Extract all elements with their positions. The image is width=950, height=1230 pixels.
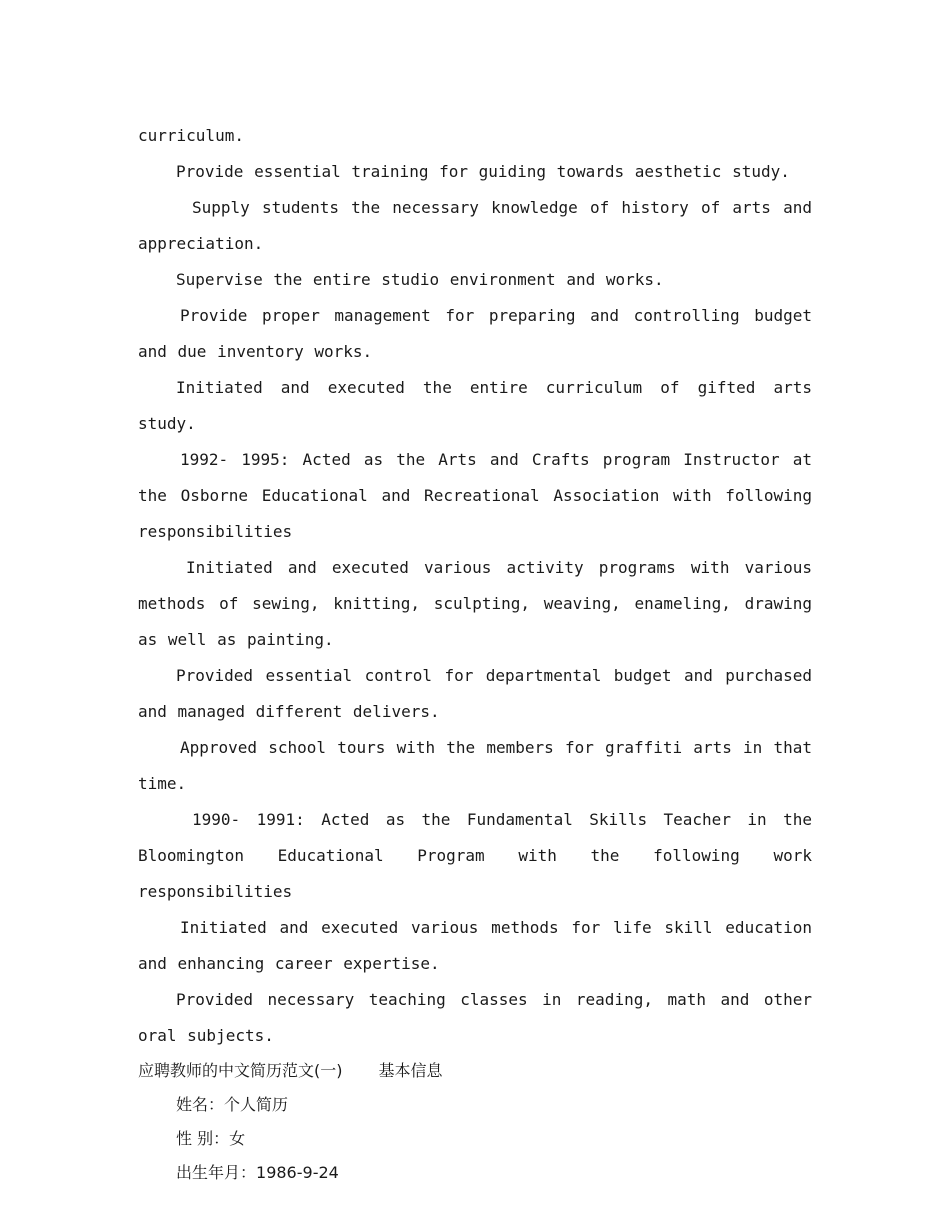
paragraph-aesthetic-training: Provide essential training for guiding towards aesthetic study. xyxy=(176,162,790,181)
field-name-label: 姓名： xyxy=(176,1095,225,1114)
chinese-resume-heading-line xyxy=(138,1054,812,1088)
paragraph-history-of-arts: Supply students the necessary knowledge of history of arts and appreciation. xyxy=(138,198,812,253)
field-birth-date-label: 出生年月： xyxy=(176,1163,257,1182)
paragraph-studio-supervision: Supervise the entire studio environment and works. xyxy=(176,270,664,289)
paragraph-job-1992-1995: 1992- 1995: Acted as the Arts and Crafts program Instructor at the Osborne Educational and Recreational Association with following responsibilities xyxy=(138,450,812,541)
paragraph-life-skill-education: Initiated and executed various methods for life skill education and enhancing career expertise. xyxy=(138,918,812,973)
field-name xyxy=(138,1088,812,1122)
basic-info-subheading: 基本信息 xyxy=(378,1061,443,1080)
paragraph-curriculum: curriculum. xyxy=(138,126,244,145)
paragraph-activity-programs: Initiated and executed various activity programs with various methods of sewing, knitting, sculpting, weaving, enameling, drawing as well as painting. xyxy=(138,558,812,649)
field-birth-date xyxy=(138,1156,812,1190)
chinese-resume-heading: 应聘教师的中文简历范文(一) xyxy=(138,1061,343,1080)
paragraph-gifted-arts-curriculum: Initiated and executed the entire curriculum of gifted arts study. xyxy=(138,378,812,433)
field-birth-date-value: 1986-9-24 xyxy=(256,1163,339,1182)
paragraph-school-tours: Approved school tours with the members for graffiti arts in that time. xyxy=(138,738,812,793)
paragraph-budget-management: Provide proper management for preparing and controlling budget and due inventory works. xyxy=(138,306,812,361)
field-gender-value: 女 xyxy=(229,1129,246,1148)
paragraph-job-1990-1991: 1990- 1991: Acted as the Fundamental Skills Teacher in the Bloomington Educational Program with the following work responsibilities xyxy=(138,810,812,901)
document-page xyxy=(138,118,812,1190)
paragraph-teaching-classes: Provided necessary teaching classes in reading, math and other oral subjects. xyxy=(138,990,812,1045)
field-gender xyxy=(138,1122,812,1156)
field-gender-label: 性 别： xyxy=(176,1129,230,1148)
paragraph-departmental-budget: Provided essential control for departmental budget and purchased and managed different delivers. xyxy=(138,666,812,721)
field-name-value: 个人简历 xyxy=(224,1095,289,1114)
